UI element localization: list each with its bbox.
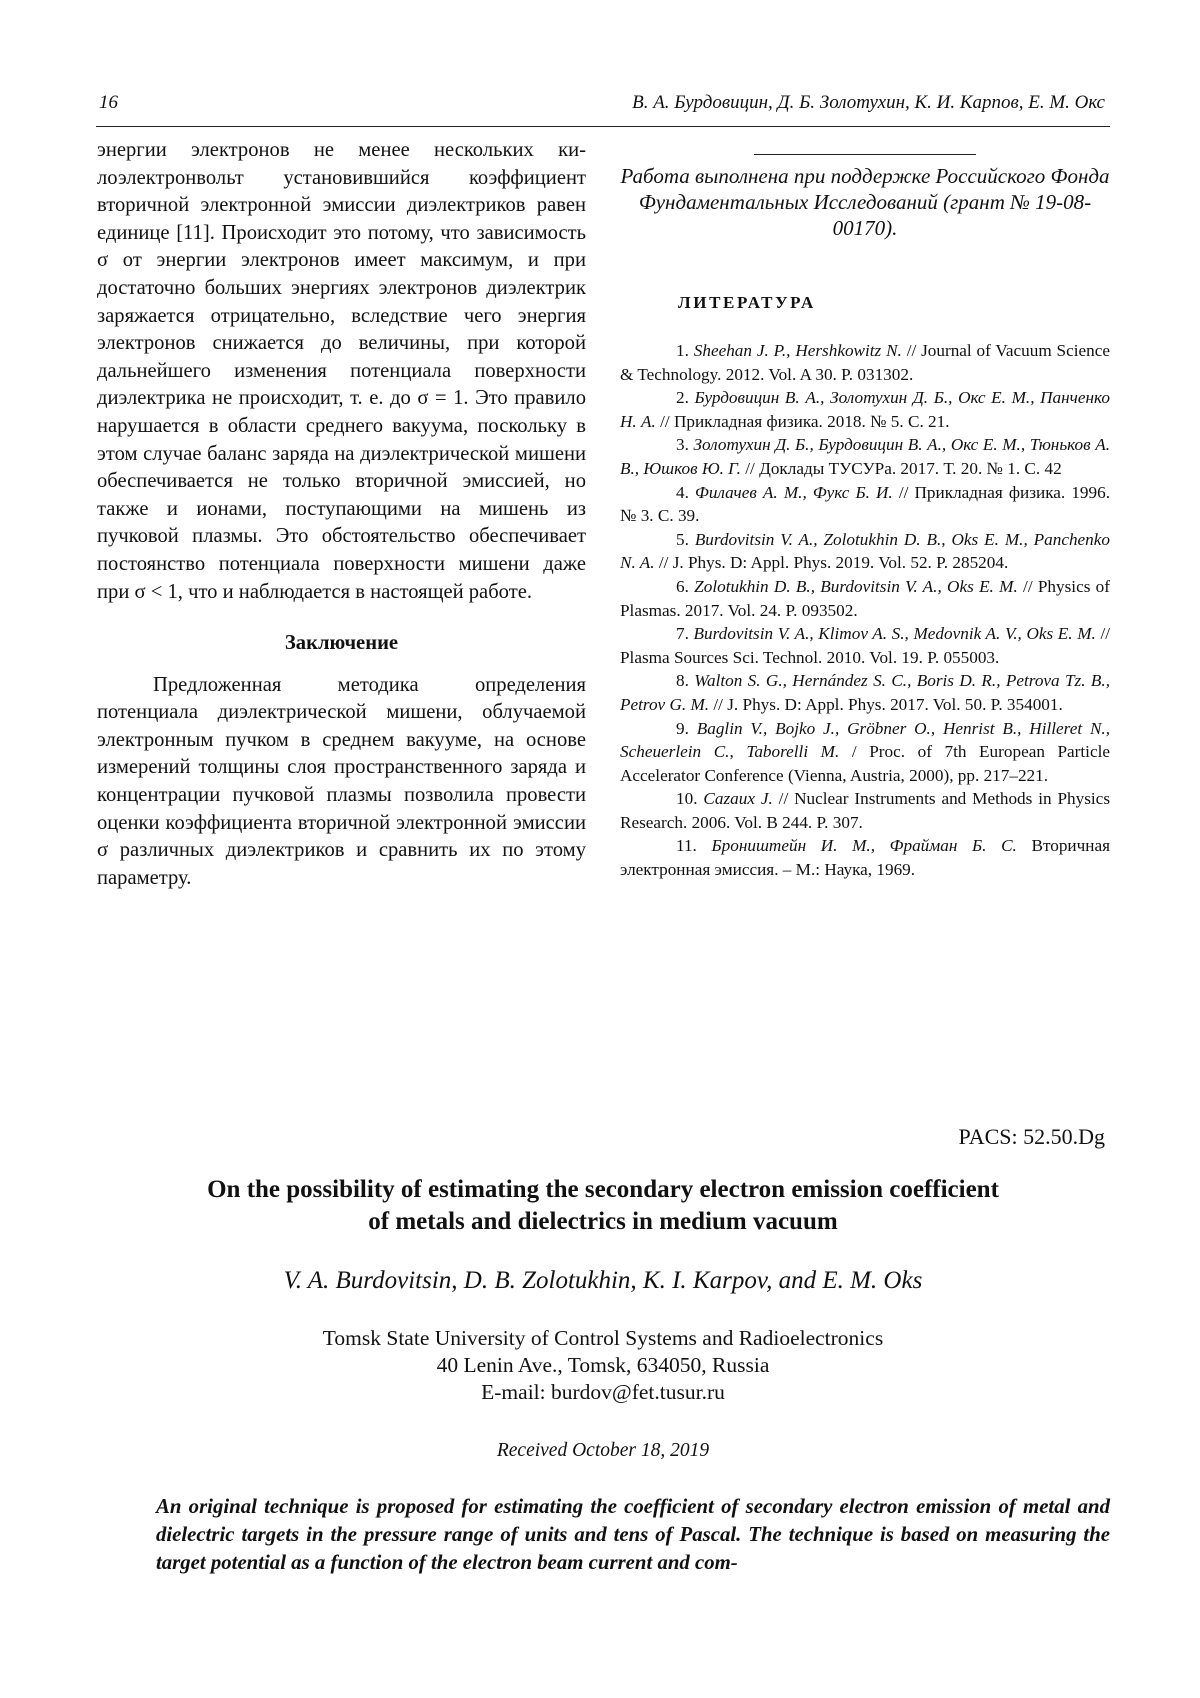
reference-source: // Physics of Plasmas. 2017. Vol. 24. P. 093502. (620, 577, 1110, 620)
reference-authors: Burdovitsin V. A., Klimov A. S., Medovnik A. V., Oks E. M. (694, 624, 1096, 643)
affiliation-line: 40 Lenin Ave., Tomsk, 634050, Russia (96, 1352, 1110, 1379)
reference-item (620, 787, 1110, 834)
reference-source: // J. Phys. D: Appl. Phys. 2019. Vol. 52. P. 285204. (655, 553, 1009, 572)
reference-item (620, 834, 1110, 881)
english-affiliation (96, 1325, 1110, 1406)
reference-number: 3. (676, 435, 689, 454)
reference-number: 7. (676, 624, 689, 643)
reference-number: 8. (676, 671, 689, 690)
reference-number: 9. (676, 719, 689, 738)
english-title (96, 1174, 1110, 1238)
conclusion-paragraph: Предложенная методика определения потенциала диэлектрической мишени, облуча­емой электронным пучком в среднем вакууме, на основе измерений толщины слоя простран­ственного заряда и концентрации пучковой плазмы позволила провести оценки коэффи­циента вторичной электронной эмиссии σ различных диэлектриков и сравнить их по этому параметру. (97, 672, 586, 893)
footnote-divider (754, 154, 976, 155)
reference-authors: Burdovitsin V. A., Zolotukhin D. B., Oks E. M., Panchenko N. A. (620, 530, 1110, 573)
reference-item (620, 622, 1110, 669)
english-title-line: On the possibility of estimating the secondary electron emission coefficient (96, 1174, 1110, 1206)
reference-source: // Прикладная фи­зика. 1996. № 3. С. 39. (620, 483, 1110, 526)
reference-source: Вторичная электронная эмиссия. – М.: Наука, 1969. (620, 836, 1110, 879)
reference-number: 2. (676, 388, 689, 407)
running-header-authors: В. А. Бурдовицин, Д. Б. Золотухин, К. И. Карпов, Е. М. Окс (632, 92, 1105, 114)
reference-number: 11. (676, 836, 697, 855)
reference-item (620, 433, 1110, 480)
reference-item (620, 528, 1110, 575)
reference-item (620, 669, 1110, 716)
reference-source: // Прикладная физика. 2018. № 5. С. 21. (656, 412, 950, 431)
received-date: Received October 18, 2019 (96, 1440, 1110, 1462)
journal-page (0, 0, 1200, 1698)
reference-authors: Золотухин Д. Б., Бурдовицин В. А., Окс Е. М., Тюньков А. В., Юшков Ю. Г. (620, 435, 1110, 478)
header-divider (96, 126, 1110, 127)
funding-acknowledgement: Работа выполнена при поддержке Российского Фонда Фундаментальных Исследований (грант № 19-08-00170). (620, 163, 1110, 241)
reference-source: // Journal of Va­cuum Science & Technology. 2012. Vol. A 30. P. 031302. (620, 341, 1110, 384)
reference-source: // Nuclear Instruments and Methods in Physics Research. 2006. Vol. B 244. P. 307. (620, 789, 1110, 832)
english-title-line: of metals and dielectrics in medium vacuum (96, 1206, 1110, 1238)
reference-item (620, 386, 1110, 433)
pacs-code: PACS: 52.50.Dg (958, 1124, 1105, 1150)
reference-number: 4. (676, 483, 689, 502)
reference-authors: Zolotukhin D. B., Burdovitsin V. A., Oks E. M. (694, 577, 1018, 596)
reference-number: 1. (676, 341, 689, 360)
reference-list (620, 339, 1110, 882)
reference-authors: Baglin V., Bojko J., Gröbner O., Henrist B., Hilleret N., Scheuerlein C., Taborelli M. (620, 719, 1110, 762)
reference-authors: Бурдовицин В. А., Золотухин Д. Б., Окс Е. М., Панченко Н. А. (620, 388, 1110, 431)
reference-item (620, 717, 1110, 788)
right-column (620, 137, 1110, 882)
affiliation-line: Tomsk State University of Control Systems and Radioelectronics (96, 1325, 1110, 1352)
left-column (97, 137, 586, 892)
reference-authors: Sheehan J. P., Hershkowitz N. (694, 341, 902, 360)
email-line: E-mail: burdov@fet.tusur.ru (96, 1379, 1110, 1406)
reference-source: / Proc. of 7th Eu­ropean Particle Accelerator Conference (Vienna, Austria, 2000), pp. 217–221. (620, 742, 1110, 785)
literature-heading: ЛИТЕРАТУРА (678, 293, 1110, 313)
reference-authors: Броништейн И. М., Фрайман Б. С. (712, 836, 1017, 855)
reference-authors: Cazaux J. (703, 789, 772, 808)
page-number: 16 (99, 92, 118, 114)
reference-number: 6. (676, 577, 689, 596)
reference-item (620, 339, 1110, 386)
reference-number: 5. (676, 530, 689, 549)
reference-authors: Филачев А. М., Фукс Б. И. (695, 483, 893, 502)
reference-authors: Walton S. G., Hernández S. C., Boris D. R., Pe­trova Tz. B., Petrov G. M. (620, 671, 1110, 714)
reference-item (620, 481, 1110, 528)
reference-item (620, 575, 1110, 622)
reference-source: // Plasma Sources Sci. Technol. 2010. Vol. 19. P. 055003. (620, 624, 1110, 667)
english-authors: V. A. Burdovitsin, D. B. Zolotukhin, K. I. Karpov, and E. M. Oks (96, 1267, 1110, 1295)
reference-source: // J. Phys. D: Appl. Phys. 2017. Vol. 50. P. 354001. (709, 695, 1063, 714)
reference-number: 10. (676, 789, 697, 808)
english-abstract: An original technique is proposed for estimating the coefficient of secondary electron emission of metal and dielectric targets in the pressure range of units and tens of Pascal. The technique is based on measuring the target potential as a function of the electron beam current and com- (156, 1493, 1110, 1577)
reference-source: // Доклады ТУСУРа. 2017. Т. 20. № 1. С. 42 (741, 459, 1062, 478)
conclusion-heading: Заключение (97, 630, 586, 658)
body-paragraph: энергии электронов не менее нескольких ки­лоэлектронвольт установившийся коэффици­ент вторичной электронной эмиссии диэлек­триков равен единице [11]. Происходит это потому, что зависимость σ от энергии элек­тронов имеет максимум, и при достаточно больших энергиях электронов диэлектрик за­ряжается отрицательно, вследствие чего энер­гия электронов снижается до величины, при которой дальнейшего изменения потенциала поверхности диэлектрика не происходит, т. е. до σ = 1. Это правило нарушается в области среднего вакуума, поскольку в этом случае баланс заряда на диэлектрической мишени обеспечивается не только вторичной эмисси­ей, но также и ионами, поступающими на ми­шень из пучковой плазмы. Это обстоятельство обеспечивает постоянство потенциала по­верхности мишени даже при σ < 1, что и наблюдается в настоящей работе. (97, 137, 586, 606)
